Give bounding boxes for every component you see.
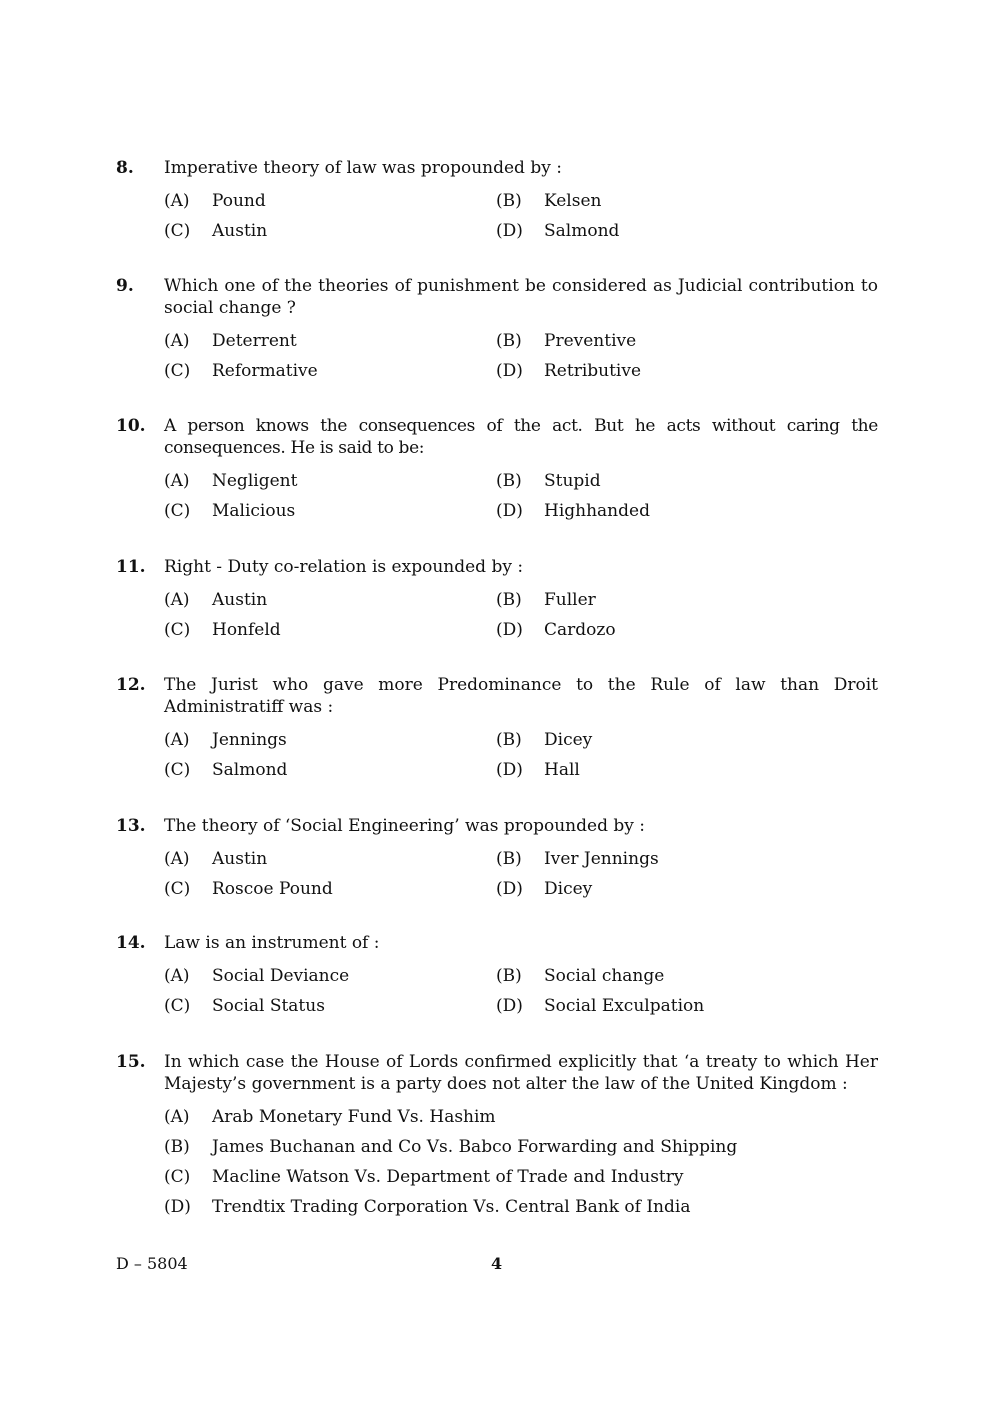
question-number: 9. xyxy=(116,276,134,296)
question-text: The Jurist who gave more Predominance to the Rule of law than Droit Administratiff was : xyxy=(164,675,878,717)
question-number: 12. xyxy=(116,675,146,695)
question-12 xyxy=(116,674,878,785)
question-text: Which one of the theories of punishment be considered as Judicial contribution to social change ? xyxy=(164,276,878,318)
options xyxy=(164,844,878,904)
option-d: (D) Hall xyxy=(496,760,580,780)
question-text: In which case the House of Lords confirmed explicitly that ‘a treaty to which Her Majesty’s government is a party does not alter the law of the United Kingdom : xyxy=(164,1052,878,1094)
option-a: (A) Austin xyxy=(164,590,268,610)
option-d: (D) Dicey xyxy=(496,879,593,899)
option-a: (A) Austin xyxy=(164,849,268,869)
option-a: (A) Social Deviance xyxy=(164,966,350,986)
option-a: (A) Negligent xyxy=(164,471,298,491)
option-b: (B) Kelsen xyxy=(496,191,602,211)
question-text: Right - Duty co-relation is expounded by : xyxy=(164,557,524,577)
option-c: (C) Macline Watson Vs. Department of Trade and Industry xyxy=(164,1167,684,1187)
option-b: (B) Dicey xyxy=(496,730,593,750)
options xyxy=(164,186,878,246)
options xyxy=(164,466,878,526)
option-c: (C) Salmond xyxy=(164,760,288,780)
question-number: 13. xyxy=(116,816,146,836)
option-a: (A) Jennings xyxy=(164,730,287,750)
option-b: (B) Social change xyxy=(496,966,665,986)
option-b: (B) Stupid xyxy=(496,471,601,491)
question-9 xyxy=(116,275,878,386)
option-c: (C) Austin xyxy=(164,221,268,241)
question-number: 11. xyxy=(116,557,146,577)
question-text: The theory of ‘Social Engineering’ was propounded by : xyxy=(164,816,645,836)
option-c: (C) Malicious xyxy=(164,501,296,521)
question-14 xyxy=(116,932,878,1021)
question-text: A person knows the consequences of the act. But he acts without caring the consequences. He is said to be: xyxy=(164,416,878,458)
option-d: (D) Retributive xyxy=(496,361,642,381)
question-11 xyxy=(116,556,878,645)
options xyxy=(164,725,878,785)
question-15 xyxy=(116,1051,878,1222)
question-number: 8. xyxy=(116,158,134,178)
question-text: Imperative theory of law was propounded by : xyxy=(164,158,562,178)
question-number: 15. xyxy=(116,1052,146,1072)
option-d: (D) Salmond xyxy=(496,221,620,241)
option-b: (B) James Buchanan and Co Vs. Babco Forwarding and Shipping xyxy=(164,1137,738,1157)
option-b: (B) Iver Jennings xyxy=(496,849,659,869)
page-number: 4 xyxy=(491,1254,503,1273)
question-8 xyxy=(116,157,878,246)
option-c: (C) Reformative xyxy=(164,361,318,381)
question-number: 14. xyxy=(116,933,146,953)
question-10 xyxy=(116,415,878,526)
option-d: (D) Cardozo xyxy=(496,620,616,640)
options xyxy=(164,326,878,386)
option-a: (A) Deterrent xyxy=(164,331,297,351)
question-text: Law is an instrument of : xyxy=(164,933,380,953)
question-number: 10. xyxy=(116,416,146,436)
option-a: (A) Pound xyxy=(164,191,266,211)
option-b: (B) Fuller xyxy=(496,590,596,610)
options xyxy=(164,585,878,645)
option-a: (A) Arab Monetary Fund Vs. Hashim xyxy=(164,1107,496,1127)
options xyxy=(164,961,878,1021)
option-d: (D) Trendtix Trading Corporation Vs. Central Bank of India xyxy=(164,1197,691,1217)
option-c: (C) Social Status xyxy=(164,996,325,1016)
options xyxy=(164,1102,878,1222)
option-d: (D) Social Exculpation xyxy=(496,996,705,1016)
option-b: (B) Preventive xyxy=(496,331,637,351)
option-d: (D) Highhanded xyxy=(496,501,650,521)
option-c: (C) Honfeld xyxy=(164,620,281,640)
paper-code: D – 5804 xyxy=(116,1254,188,1273)
option-c: (C) Roscoe Pound xyxy=(164,879,333,899)
question-13 xyxy=(116,815,878,904)
